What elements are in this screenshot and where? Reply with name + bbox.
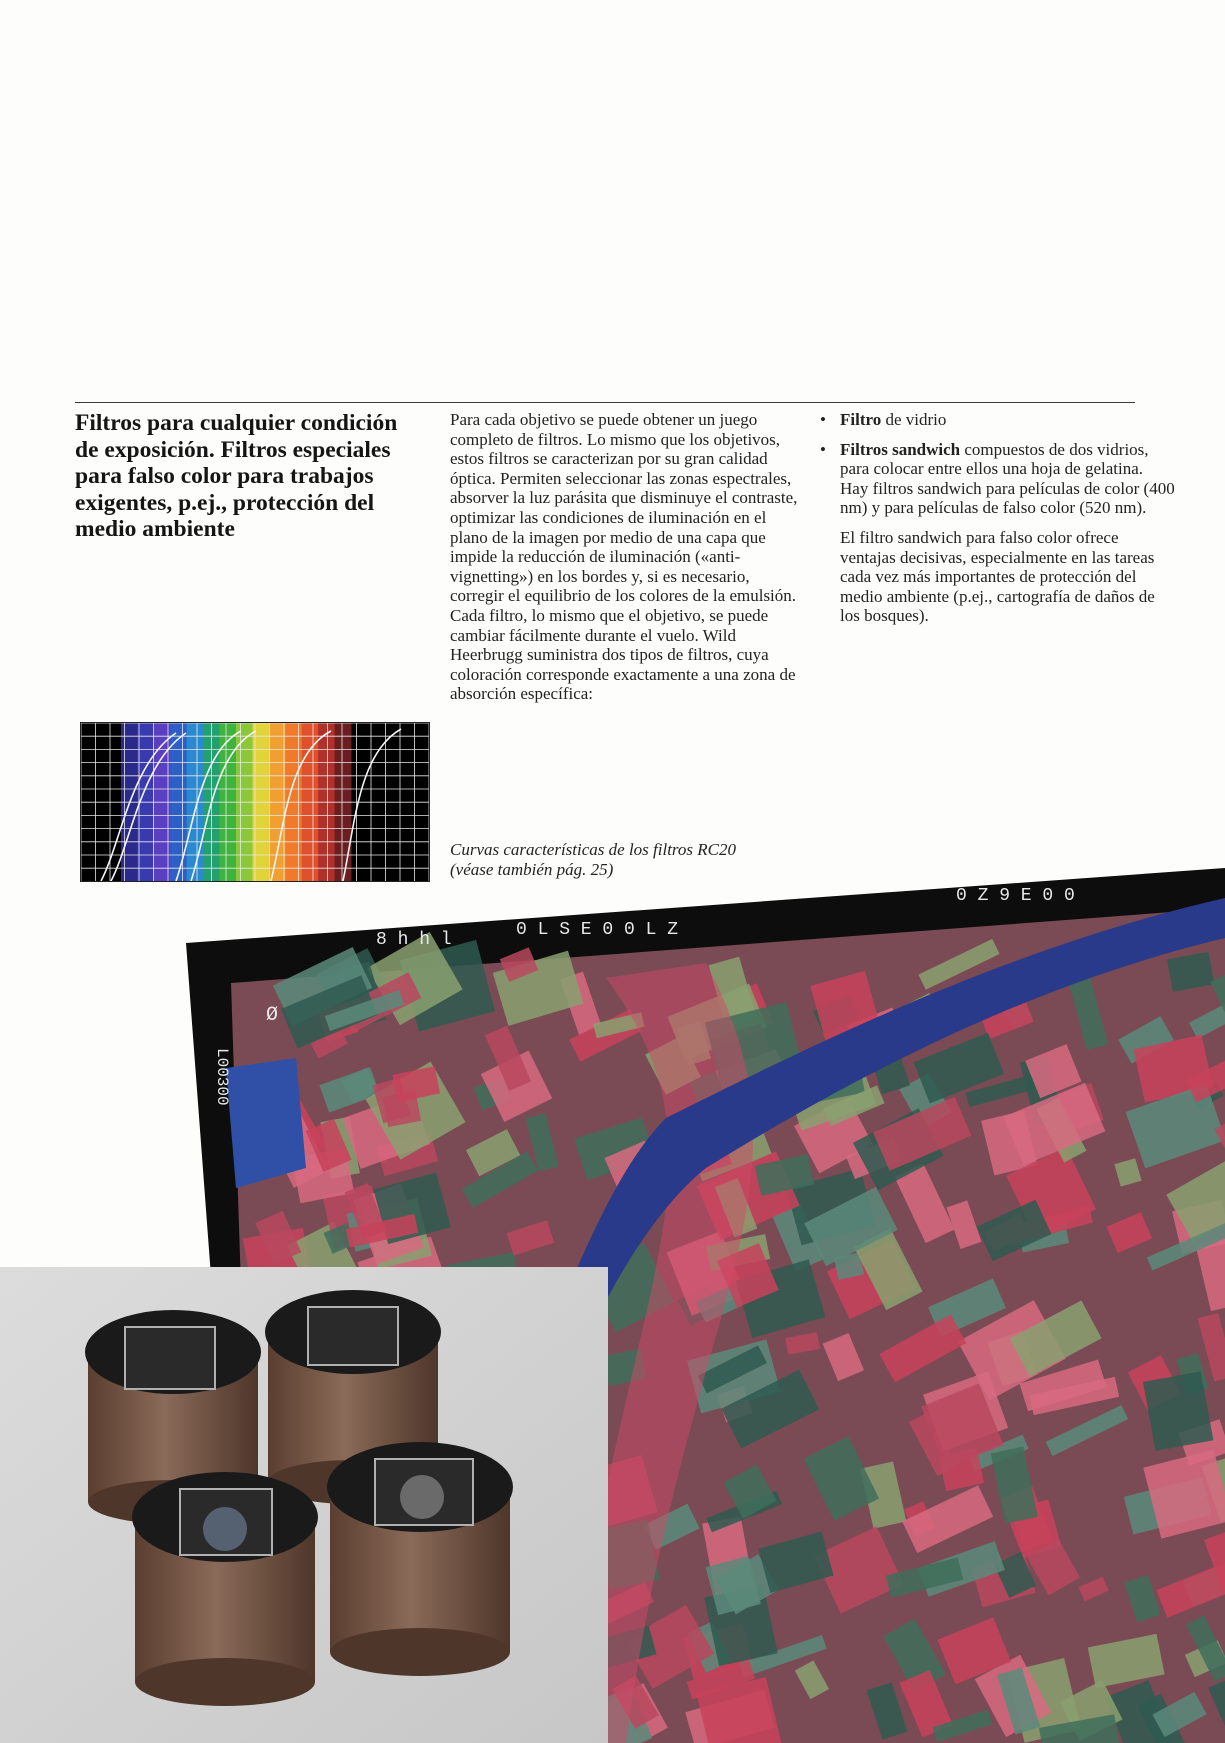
film-mark-mid: 0 L S E 0 0 L Z (516, 920, 679, 940)
film-mark-right: 0 Z 9 E 0 0 (956, 886, 1075, 906)
intro-paragraph: Para cada objetivo se puede obtener un juego completo de filtros. Lo mismo que los objetivos, estos filtros se caracterizan por su gran calidad óptica. Permiten seleccionar las zonas espectrales, absorver la luz parásita que disminuye el contraste, optimizar las condiciones de iluminación en el plano de la imagen por medio de una capa que impide la reducción de iluminación («anti-vignetting») en los bordes y, si es necesario, corregir el equilibrio de los colores de la emulsión. Cada filtro, lo mismo que el objetivo, se puede cambiar fácilmente durante el vuelo. Wild Heerbrugg suministra dos tipos de filtros, cuya coloración corresponde exactamente a una zona de absorción específica: (450, 410, 798, 704)
film-mark-side: L00300 (213, 1048, 231, 1106)
filter-unit (327, 1442, 513, 1676)
filter-types-column (820, 410, 1175, 626)
film-mark-corner: Ø (266, 1004, 279, 1027)
filter-units-photo (0, 1267, 608, 1743)
field-patch (1143, 1371, 1213, 1451)
filter-type-text: compuestos de dos vidrios, para colocar entre ellos una hoja de gelatina. Hay filtros sandwich para películas de color (400 nm) y para películas de falso color (520 nm). (840, 439, 1175, 518)
false-color-paragraph: El filtro sandwich para falso color ofrece ventajas decisivas, especialmente en las tareas cada vez más importantes de protección del medio ambiente (p.ej., cartografía de daños de los bosques). (840, 527, 1155, 626)
filter-type-item (820, 410, 1175, 430)
bullet-icon: • (820, 410, 826, 429)
film-mark-left: 8 h h l (376, 930, 452, 950)
filter-unit (132, 1472, 318, 1706)
bullet-icon: • (820, 439, 826, 459)
caption-line: (véase también pág. 25) (450, 859, 614, 879)
filter-types-list (820, 410, 1175, 518)
filter-type-item (820, 440, 1175, 518)
section-divider (75, 402, 1135, 403)
page-heading: Filtros para cualquier condición de exposición. Filtros especiales para falso color para trabajos exigentes, p.ej., protección del medio ambiente (75, 410, 398, 542)
filter-type-name: Filtro (840, 410, 882, 429)
caption-line: Curvas características de los filtros RC20 (450, 840, 737, 859)
filter-type-text: de vidrio (881, 410, 947, 429)
filter-type-name: Filtros sandwich (840, 439, 961, 459)
filter-curves-image (80, 722, 430, 882)
intro-column (450, 410, 800, 704)
